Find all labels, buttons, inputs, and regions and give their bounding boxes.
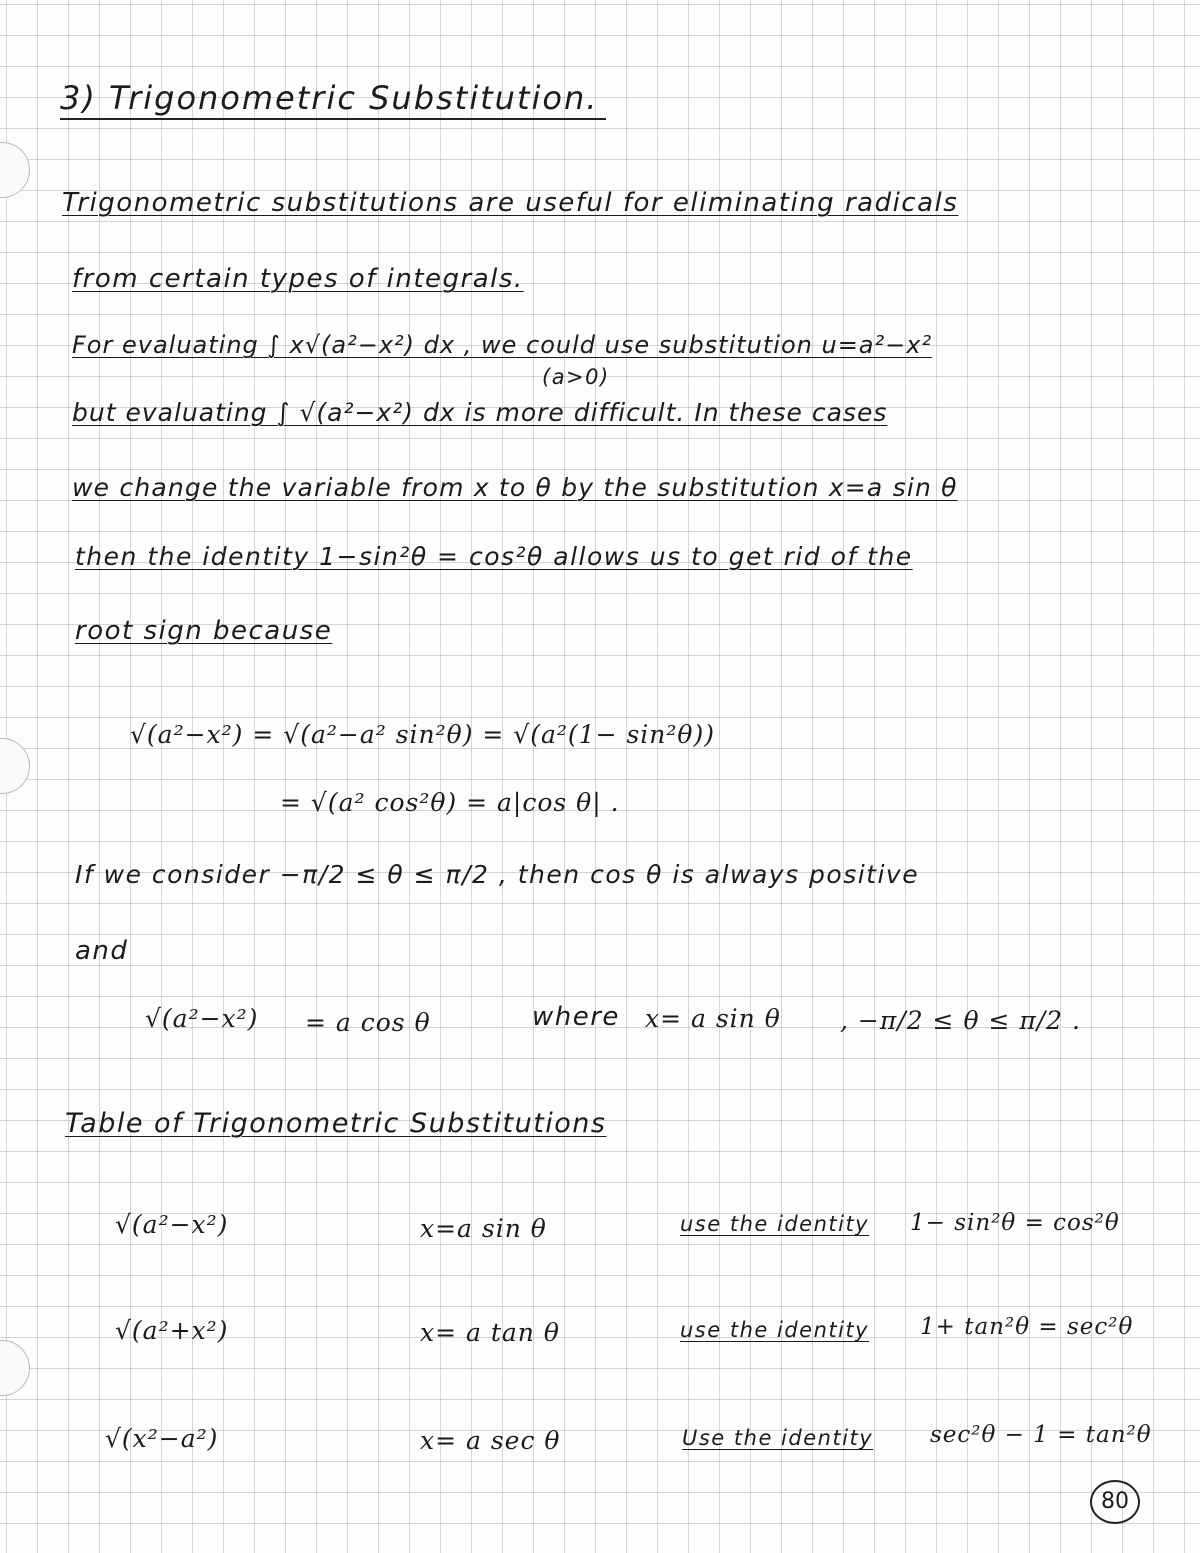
result-sub: x= a sin θ [645, 1004, 781, 1033]
row-identity: sec²θ − 1 = tan²θ [930, 1422, 1152, 1448]
derivation-line-2: = √(a² cos²θ) = a|cos θ| . [280, 788, 620, 817]
result-lhs: √(a²−x²) [145, 1004, 259, 1033]
binder-hole [0, 738, 30, 794]
page-number: 80 [1090, 1480, 1140, 1524]
row-expression: √(x²−a²) [105, 1424, 219, 1453]
table-heading: Table of Trigonometric Substitutions [65, 1108, 607, 1139]
row-use-label: use the identity [680, 1212, 870, 1236]
paragraph-line-4: then the identity 1−sin²θ = cos²θ allows us to get rid of the [75, 542, 913, 571]
row-identity: 1+ tan²θ = sec²θ [920, 1314, 1134, 1340]
binder-hole [0, 142, 30, 198]
row-use-label: Use the identity [682, 1426, 874, 1450]
result-where: where [532, 1002, 620, 1032]
row-identity: 1− sin²θ = cos²θ [910, 1210, 1120, 1236]
condition-line-2: and [75, 936, 129, 966]
derivation-line-1: √(a²−x²) = √(a²−a² sin²θ) = √(a²(1− sin²θ)) [130, 720, 715, 749]
condition-line-1: If we consider −π/2 ≤ θ ≤ π/2 , then cos θ is always positive [75, 860, 920, 889]
paragraph-note: (a>0) [542, 365, 610, 389]
row-substitution: x= a sec θ [420, 1426, 561, 1455]
page-title: 3) Trigonometric Substitution. [60, 82, 606, 120]
binder-hole [0, 1340, 30, 1396]
row-substitution: x=a sin θ [420, 1214, 547, 1243]
row-use-label: use the identity [680, 1318, 870, 1342]
row-expression: √(a²−x²) [115, 1210, 229, 1239]
paragraph-line-1: For evaluating ∫ x√(a²−x²) dx , we could use substitution u=a²−x² [72, 331, 933, 359]
intro-line-1: Trigonometric substitutions are useful for eliminating radicals [62, 188, 959, 218]
row-expression: √(a²+x²) [115, 1316, 229, 1345]
intro-line-2: from certain types of integrals. [72, 264, 524, 294]
result-range: , −π/2 ≤ θ ≤ π/2 . [840, 1006, 1081, 1035]
row-substitution: x= a tan θ [420, 1318, 560, 1347]
paragraph-line-2: but evaluating ∫ √(a²−x²) dx is more difficult. In these cases [72, 398, 888, 427]
paragraph-line-3: we change the variable from x to θ by the substitution x=a sin θ [72, 473, 958, 502]
result-eq: = a cos θ [305, 1008, 431, 1037]
paragraph-line-5: root sign because [75, 616, 333, 646]
